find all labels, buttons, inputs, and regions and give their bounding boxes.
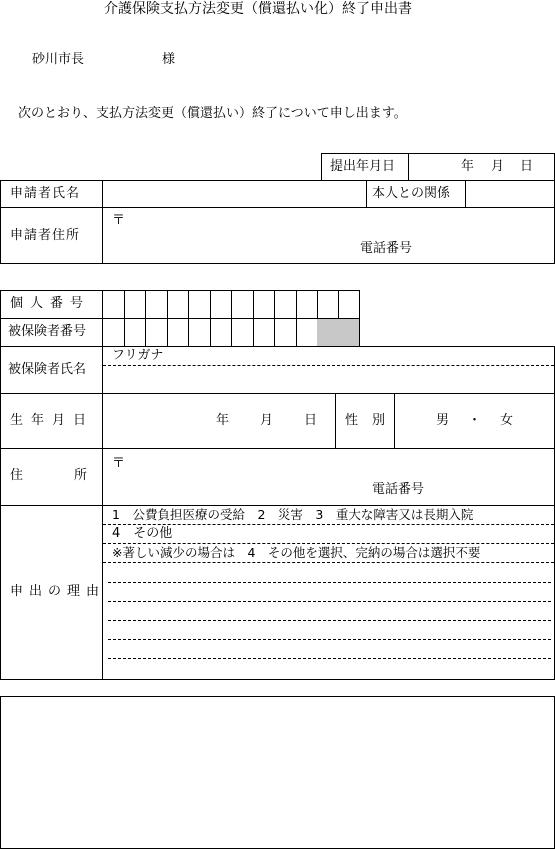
insured-number-label: 被保険者番号	[8, 324, 87, 339]
address-field[interactable]	[104, 450, 553, 504]
address-phone-label: 電話番号	[372, 482, 425, 497]
reason-label: 申出の理由	[10, 584, 106, 599]
applicant-address-label: 申請者住所	[10, 228, 81, 243]
intro-text: 次のとおり、支払方法変更（償還払い）終了について申し出ます。	[18, 106, 407, 121]
digit-cell-divider	[145, 290, 146, 347]
digit-cell-divider	[167, 290, 168, 347]
digit-cell-divider	[210, 290, 211, 347]
sex-label: 性別	[345, 413, 400, 428]
form-title: 介護保険支払方法変更（償還払い化）終了申出書	[104, 1, 412, 17]
submit-month: 月	[491, 159, 505, 174]
insured-name-field[interactable]	[104, 367, 553, 392]
birth-date-field[interactable]	[104, 395, 333, 447]
reason-option-line1[interactable]: 1 公費負担医療の受給 2 災害 3 重大な障害又は長期入院	[112, 507, 474, 522]
birth-day: 日	[304, 413, 318, 428]
birth-label: 生年月日	[10, 413, 95, 428]
applicant-name-label: 申請者氏名	[10, 186, 81, 201]
digit-cell-divider	[188, 290, 189, 347]
addressee-mayor: 砂川市長	[32, 52, 85, 67]
birth-year: 年	[216, 413, 230, 428]
furigana-label: フリガナ	[112, 348, 164, 363]
insured-number-shaded-cell	[317, 319, 359, 346]
reason-option-line2[interactable]: 4 その他	[112, 526, 173, 541]
submit-year: 年	[461, 159, 475, 174]
digit-cell-divider	[231, 290, 232, 347]
submit-day: 日	[520, 159, 534, 174]
applicant-name-field[interactable]	[104, 182, 364, 206]
digit-cell-divider	[124, 290, 125, 347]
reason-detail-field[interactable]	[104, 564, 553, 678]
applicant-phone-label: 電話番号	[360, 241, 413, 256]
sex-options[interactable]: 男 ・ 女	[436, 413, 517, 428]
digit-cell-divider	[253, 290, 254, 347]
addressee-honorific: 様	[162, 52, 176, 67]
office-use-box	[0, 696, 555, 849]
insured-name-label: 被保険者氏名	[8, 362, 87, 377]
address-label: 住 所	[10, 468, 91, 483]
digit-cell-divider	[296, 290, 297, 347]
reason-note: ※著しい減少の場合は 4 その他を選択、完納の場合は選択不要	[112, 545, 481, 560]
address-postal-mark: 〒	[112, 456, 126, 471]
birth-month: 月	[260, 413, 274, 428]
submit-date-label: 提出年月日	[330, 159, 396, 174]
applicant-address-field[interactable]	[104, 209, 553, 262]
digit-cell-divider	[274, 290, 275, 347]
relation-field[interactable]	[467, 182, 553, 206]
applicant-postal-mark: 〒	[112, 213, 126, 228]
relation-label: 本人との関係	[372, 186, 451, 201]
individual-number-label: 個人番号	[10, 296, 91, 311]
